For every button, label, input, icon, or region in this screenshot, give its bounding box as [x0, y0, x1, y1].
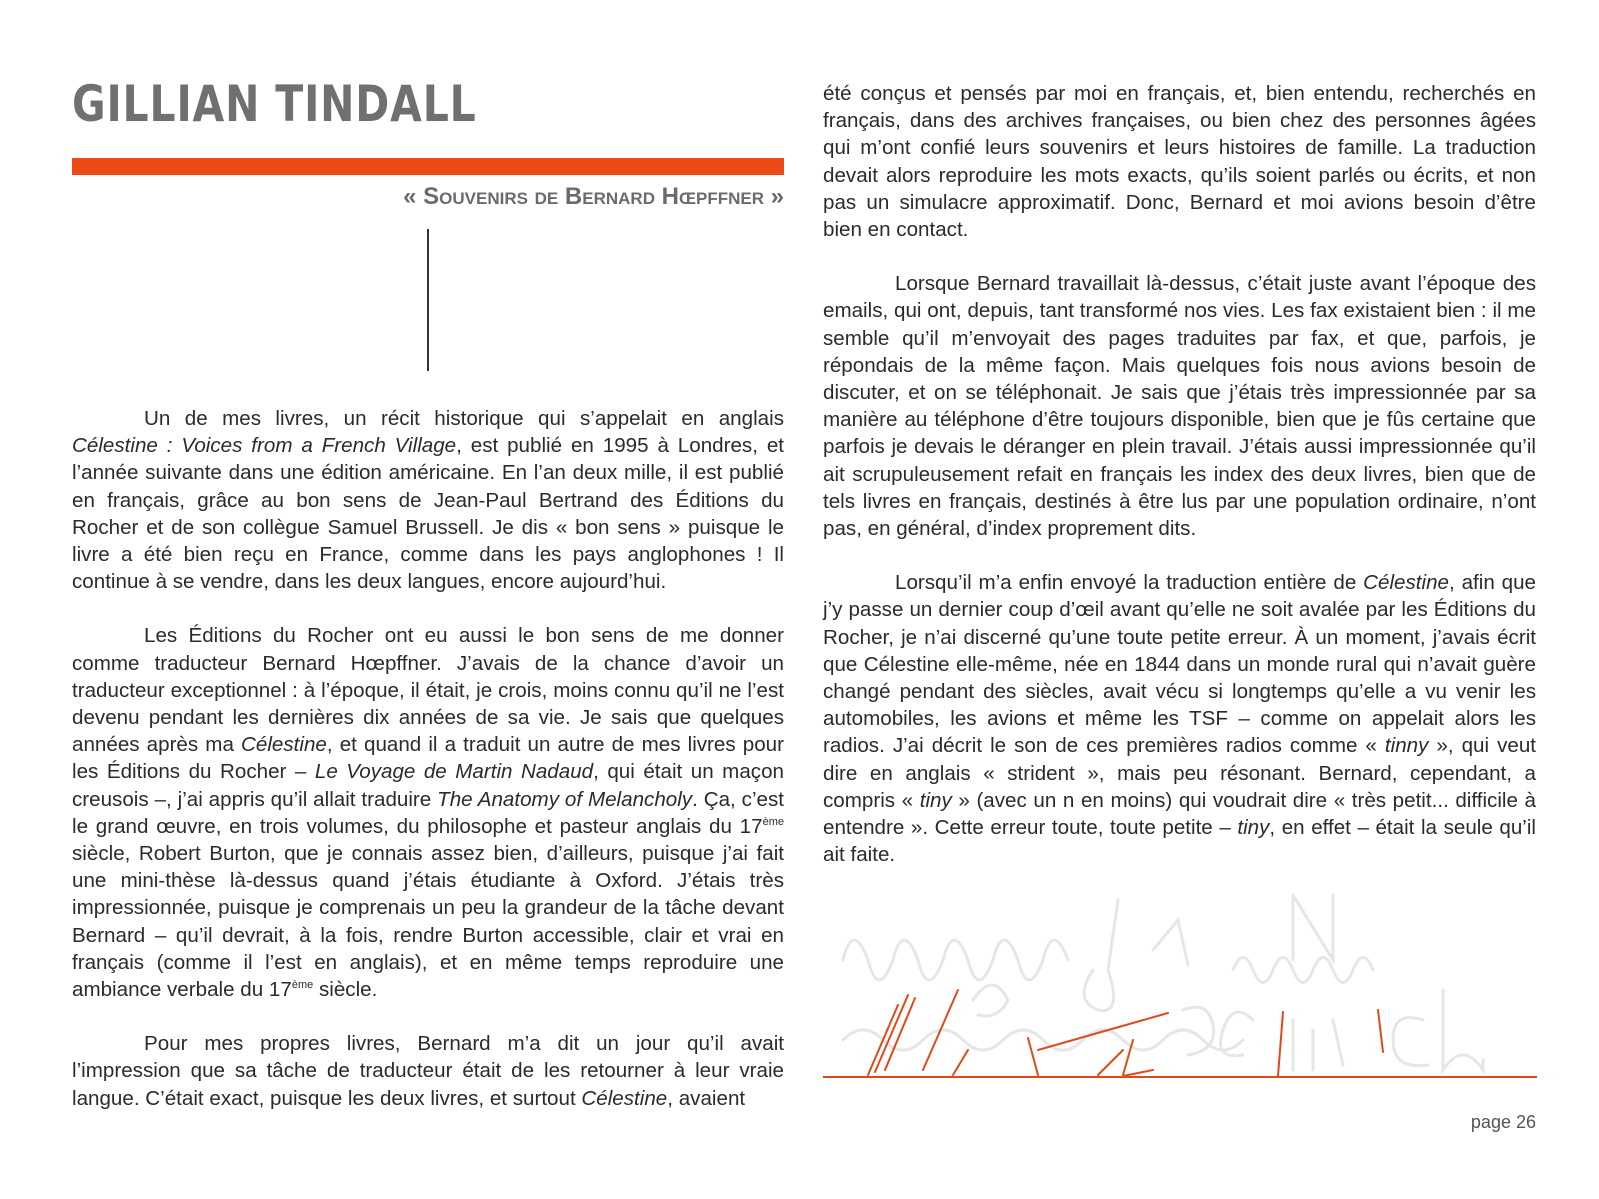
text-run: . Ça, c’est le grand œuvre, en trois volumes, du philosophe et pasteur anglais du 17: [72, 787, 784, 838]
accent-rule: [72, 158, 784, 175]
quoted-word: tiny: [1237, 816, 1270, 840]
article-subtitle: « Souvenirs de Bernard Hœpffner »: [403, 183, 784, 210]
book-title: Le Voyage de Martin Nadaud: [314, 760, 594, 784]
text-run: Un de mes livres, un récit historique qui s’appelait en anglais: [144, 407, 784, 430]
decorative-artwork: [823, 880, 1537, 1110]
text-run: Lorsqu’il m’a enfin envoyé la traduction entière de: [895, 571, 1364, 595]
text-run: , afin que j’y passe un dernier coup d’œil avant qu’elle ne soit avalée par les Éditions du Rocher, je n’ai discerné qu’une toute petite erreur. À un moment, j’avais écrit que Célestine elle-même, née en 1844 dans un monde rural qui n’avait guère changé pendant des siècles, avait vécu si longtemps qu’elle a vu venir les automobiles, les avions et même les TSF – comme on appelait alors les radios. J’ai décrit le son de ces premières radios comme «: [823, 571, 1536, 758]
text-run: siècle, Robert Burton, que je connais assez bien, d’ailleurs, puisque j’ai fait une mini-thèse là-dessus quand j’étais étudiante à Oxford. J’étais très impressionnée, puisque je comprenais un peu la grandeur de la tâche devant Bernard – qu’il devrait, à la fois, rendre Burton accessible, clair et vrai en français (comme il l’est en anglais), et en même temps reproduire une ambiance verbale du 17: [72, 842, 784, 1002]
book-title: Célestine: [241, 733, 327, 757]
quoted-word: tinny: [1384, 734, 1429, 758]
text-run: , en effet – était la seule qu’il ait faite.: [823, 816, 1537, 867]
vertical-divider: [427, 229, 429, 371]
text-run: , est publié en 1995 à Londres, et l’année suivante dans une édition américaine. En l’an deux mille, il est publié en français, grâce au bon sens de Jean-Paul Bertrand des Éditions du Rocher et de son collègue Samuel Brussell. Je dis « bon sens » puisque le livre a été bien reçu en France, comme dans les pays anglophones ! Il continue à se vendre, dans les deux langues, encore aujourd’hui.: [72, 434, 785, 594]
paragraph: été conçus et pensés par moi en français, et, bien entendu, recherchés en français, dans des archives françaises, ou bien chez des personnes âgées qui m’ont confié leurs souvenirs et leurs histoires de famille. La traduction devait alors reproduire les mots exacts, qu’ils soient parlés ou écrits, et non pas un simulacre approximatif. Donc, Bernard et moi avions besoin d’être bien en contact.: [823, 82, 1536, 242]
paragraph: [823, 569, 1536, 868]
book-title: Célestine: [1363, 571, 1449, 595]
author-name: GILLIAN TINDALL: [72, 75, 477, 133]
text-run: siècle.: [313, 978, 378, 1002]
text-run: Pour mes propres livres, Bernard m’a dit un jour qu’il avait l’impression que sa tâche de traducteur était de les retourner à leur vraie langue. C’était exact, puisque les deux livres, et surtout: [72, 1032, 784, 1110]
text-run: », qui veut dire en anglais « strident », mais peu résonant. Bernard, cependant, a compris «: [823, 734, 1536, 812]
left-column: [72, 405, 784, 1112]
superscript: ème: [762, 815, 784, 828]
book-title: Célestine: [581, 1086, 668, 1110]
quoted-word: tiny: [919, 788, 952, 812]
paragraph: [72, 1030, 784, 1112]
text-run: , qui était un maçon creusois –, j’ai appris qu’il allait traduire: [72, 760, 784, 811]
book-title: The Anatomy of Melancholy: [437, 787, 693, 811]
article-header: [72, 74, 784, 211]
text-run: Les Éditions du Rocher ont eu aussi le bon sens de me donner comme traducteur Bernard Hœpffner. J’avais de la chance d’avoir un traducteur exceptionnel : à l’époque, il était, je crois, moins connu qu’il ne l’est devenu pendant les dernières dix années de sa vie. Je sais que quelques années après ma: [72, 624, 784, 757]
page-number: page 26: [1470, 1112, 1536, 1132]
text-run: » (avec un n en moins) qui voudrait dire « très petit... difficile à entendre ». Cette erreur toute, toute petite –: [823, 788, 1536, 840]
paragraph: [72, 622, 784, 1003]
right-column: [823, 80, 1536, 868]
superscript: ème: [291, 979, 314, 992]
text-run: , avaient: [667, 1086, 746, 1110]
book-title: Célestine : Voices from a French Village: [72, 434, 457, 458]
paragraph: [72, 405, 784, 595]
text-run: , et quand il a traduit un autre de mes livres pour les Éditions du Rocher –: [72, 733, 784, 784]
paragraph: Lorsque Bernard travaillait là-dessus, c’était juste avant l’époque des emails, qui ont, depuis, tant transformé nos vies. Les fax existaient bien : il me semble qu’il m’envoyait des pages traduites par fax, et que, parfois, je répondais de la même façon. Mais quelques fois nous avions besoin de discuter, et on se téléphonait. Je sais que j’étais très impressionnée par sa manière au téléphone d’être toujours disponible, bien que je fûs certaine que parfois je devais le déranger en plein travail. J’étais aussi impressionnée qu’il ait scrupuleusement refait en français les index des deux livres, bien que de tels livres en français, destinés à être lus par une population ordinaire, n’ont pas, en général, d’index proprement dits.: [823, 272, 1536, 541]
